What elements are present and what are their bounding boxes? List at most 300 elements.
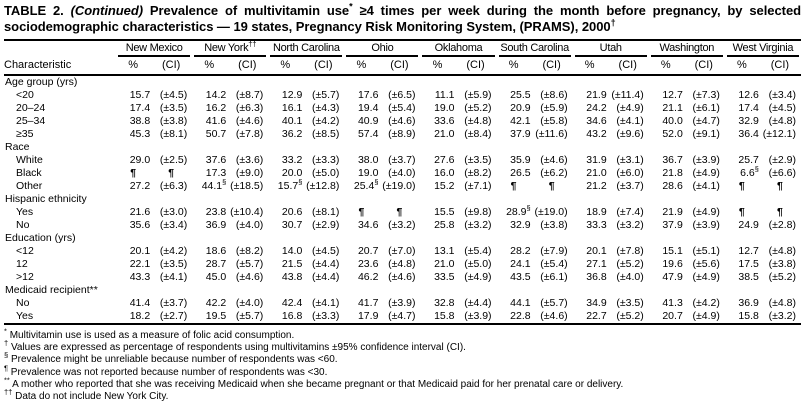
row-label: Other — [16, 179, 43, 192]
cell-ci: (±9.0) — [235, 166, 264, 179]
cell-ci: (±3.3) — [312, 153, 340, 166]
section-label: Age group (yrs) — [5, 75, 78, 88]
footnote — [4, 326, 801, 342]
title-footnote-marker-asterisk: * — [349, 1, 353, 12]
cell-ci: (±3.2) — [616, 218, 644, 231]
state-header-utah — [573, 40, 649, 57]
ci-header: (CI) — [455, 57, 497, 75]
footnote-marker: † — [4, 338, 9, 348]
cell-ci: (±4.9) — [692, 270, 720, 283]
cell-ci: (±4.0) — [235, 296, 264, 309]
cell-ci: (±5.4) — [464, 244, 492, 257]
data-row — [4, 219, 801, 232]
cell-ci: (±4.6) — [235, 114, 264, 127]
row-label: 25–34 — [16, 114, 46, 127]
cell-percent: 36.7 — [662, 153, 683, 166]
cell-ci: (±6.5) — [388, 88, 416, 101]
cell-percent: 36.9 — [738, 296, 759, 309]
section-label: Hispanic ethnicity — [5, 192, 87, 205]
cell-percent: 38.8 — [129, 114, 151, 127]
cell-ci: (±9.6) — [616, 127, 644, 140]
footnote — [4, 350, 801, 366]
cell-ci: (±4.1) — [692, 179, 720, 192]
section-row — [4, 232, 801, 245]
cell-ci: (±3.5) — [159, 101, 188, 114]
cell-ci: (±3.5) — [159, 257, 188, 270]
cell-ci: (±8.5) — [312, 127, 340, 140]
cell-ci: (±5.2) — [464, 101, 492, 114]
percent-header: % — [649, 57, 683, 75]
cell-percent: 21.0 — [586, 166, 607, 179]
cell-ci: (±3.8) — [540, 218, 568, 231]
cell-ci: (±8.7) — [235, 88, 264, 101]
cell-footnote-marker: § — [298, 177, 303, 187]
cell-percent: ¶ — [358, 205, 365, 218]
cell-ci: (±4.3) — [312, 101, 340, 114]
cell-percent: 21.5 — [281, 257, 303, 270]
cell-percent: 37.9 — [510, 127, 531, 140]
cell-ci: (±5.4) — [388, 101, 416, 114]
cell-ci: (±4.6) — [388, 270, 416, 283]
percent-header: % — [725, 57, 759, 75]
data-row — [4, 180, 801, 193]
cell-ci: (±5.9) — [540, 101, 568, 114]
cell-ci: (±7.1) — [464, 179, 492, 192]
state-header-new-mexico — [116, 40, 192, 57]
footnotes — [4, 326, 801, 404]
cell-ci: (±4.9) — [464, 270, 492, 283]
row-label: <12 — [16, 244, 34, 257]
cell-ci: (±4.0) — [616, 270, 644, 283]
cell-percent: 41.6 — [205, 114, 227, 127]
cell-percent: 37.9 — [662, 218, 683, 231]
cell-percent: 20.9 — [510, 101, 531, 114]
cell-percent: 38.0 — [357, 153, 379, 166]
state-name: West Virginia — [727, 42, 799, 57]
cell-percent: 33.6 — [434, 114, 455, 127]
cell-percent: 36.8 — [586, 270, 607, 283]
state-header-ohio — [344, 40, 420, 57]
cell-ci: (±4.9) — [692, 166, 720, 179]
cell-ci: (±6.3) — [159, 179, 188, 192]
cell-percent: 17.9 — [357, 309, 379, 322]
cell-ci: (±18.5) — [230, 179, 264, 192]
cell-ci: (±11.6) — [535, 127, 568, 140]
cell-ci: (±4.0) — [235, 218, 264, 231]
cell-percent: 14.2 — [205, 88, 227, 101]
row-label: Yes — [16, 205, 34, 218]
cell-percent: 43.5 — [510, 270, 531, 283]
state-name: North Carolina — [270, 42, 342, 57]
cell-percent: 41.4 — [129, 296, 151, 309]
cell-footnote-marker: § — [374, 177, 379, 187]
cell-ci: (±3.5) — [464, 153, 492, 166]
cell-percent: 19.6 — [662, 257, 683, 270]
cell-ci: (±19.0) — [534, 205, 568, 218]
cell-percent: 20.1 — [129, 244, 151, 257]
row-label: >12 — [16, 270, 34, 283]
cell-ci: ¶ — [548, 179, 555, 192]
footnote-marker: ¶ — [4, 363, 9, 373]
state-name: Ohio — [346, 42, 418, 57]
cell-percent: 26.5 — [510, 166, 531, 179]
row-label: ≥35 — [16, 127, 34, 140]
cell-percent: 16.0 — [434, 166, 455, 179]
cell-percent: 18.9 — [586, 205, 607, 218]
cell-percent: ¶ — [130, 166, 137, 179]
cell-percent: 28.9§ — [506, 203, 531, 218]
cell-ci: (±4.5) — [159, 88, 188, 101]
cell-ci: (±7.8) — [616, 244, 644, 257]
cell-percent: 15.7 — [129, 88, 151, 101]
data-row — [4, 115, 801, 128]
cell-percent: 21.9 — [586, 88, 607, 101]
state-footnote-marker: †† — [248, 39, 257, 49]
cell-ci: (±9.8) — [464, 205, 492, 218]
cell-ci: (±6.0) — [616, 166, 644, 179]
cell-percent: 15.1 — [662, 244, 683, 257]
cell-ci: (±4.1) — [616, 114, 644, 127]
cell-ci: (±4.9) — [692, 205, 720, 218]
cell-footnote-marker: § — [526, 203, 531, 213]
table-header — [4, 40, 801, 75]
cell-percent: 20.7 — [662, 309, 683, 322]
cell-percent: 16.8 — [281, 309, 303, 322]
cell-ci: (±4.6) — [388, 114, 416, 127]
section-label: Race — [5, 140, 30, 153]
cell-percent: 16.2 — [205, 101, 227, 114]
percent-header: % — [573, 57, 607, 75]
cell-percent: 21.6 — [129, 205, 151, 218]
cell-percent: 37.6 — [205, 153, 227, 166]
cell-ci: (±3.9) — [692, 218, 720, 231]
ci-header: (CI) — [607, 57, 649, 75]
data-row — [4, 128, 801, 141]
cell-percent: 32.9 — [510, 218, 531, 231]
cell-percent: 19.5 — [205, 309, 227, 322]
data-row — [4, 102, 801, 115]
cell-percent: 34.6 — [586, 114, 607, 127]
cell-percent: 17.3 — [205, 166, 227, 179]
cell-percent: 43.3 — [129, 270, 151, 283]
cell-ci: (±8.4) — [464, 127, 492, 140]
footnote-text: Prevalence might be unreliable because number of respondents was <60. — [8, 354, 338, 366]
cell-footnote-marker: § — [222, 177, 227, 187]
cell-ci: (±3.5) — [616, 296, 644, 309]
state-header-new-york — [192, 40, 268, 57]
cell-ci: (±7.4) — [616, 205, 644, 218]
cell-percent: 28.7 — [205, 257, 227, 270]
cell-percent: 32.9 — [738, 114, 759, 127]
cell-ci: (±8.2) — [235, 244, 264, 257]
cell-ci: (±3.0) — [159, 205, 188, 218]
cell-percent: 21.9 — [662, 205, 683, 218]
cell-percent: 20.0 — [281, 166, 303, 179]
data-row — [4, 310, 801, 324]
cell-ci: (±3.6) — [235, 153, 264, 166]
cell-ci: (±5.0) — [464, 257, 492, 270]
state-name: South Carolina — [499, 42, 571, 57]
row-label: Yes — [16, 309, 34, 322]
cell-percent: 33.5 — [434, 270, 455, 283]
percent-header: % — [192, 57, 226, 75]
cell-ci: (±2.7) — [159, 309, 188, 322]
ci-header: (CI) — [378, 57, 420, 75]
cell-percent: 42.1 — [510, 114, 531, 127]
cell-ci: (±4.2) — [692, 296, 720, 309]
cell-percent: 6.6§ — [740, 164, 759, 179]
cell-percent: 20.1 — [586, 244, 607, 257]
row-label: 12 — [16, 257, 28, 270]
cell-percent: 15.5 — [434, 205, 455, 218]
cell-ci: (±4.9) — [692, 309, 720, 322]
cell-percent: 16.1 — [281, 101, 303, 114]
cell-ci: (±10.4) — [230, 205, 264, 218]
cell-percent: ¶ — [738, 179, 745, 192]
cell-percent: ¶ — [738, 205, 745, 218]
section-row — [4, 193, 801, 206]
cell-ci: ¶ — [777, 205, 783, 218]
cell-footnote-marker: § — [754, 164, 759, 174]
cell-percent: 45.0 — [205, 270, 227, 283]
cell-percent: 22.1 — [129, 257, 151, 270]
cell-percent: 27.6 — [434, 153, 455, 166]
cell-ci: (±4.6) — [540, 153, 568, 166]
footnote — [4, 375, 801, 391]
cell-ci: (±4.1) — [312, 296, 340, 309]
cell-ci: (±8.2) — [464, 166, 492, 179]
cell-ci: (±4.4) — [312, 257, 340, 270]
data-row — [4, 89, 801, 102]
footnote-marker: * — [4, 326, 7, 336]
cell-percent: 22.7 — [586, 309, 607, 322]
cell-percent: 29.0 — [129, 153, 151, 166]
cell-ci: (±3.8) — [159, 114, 188, 127]
data-row — [4, 245, 801, 258]
cell-ci: (±12.1) — [762, 127, 796, 140]
cell-ci: (±3.4) — [159, 218, 188, 231]
cell-percent: 24.2 — [586, 101, 607, 114]
cell-ci: ¶ — [777, 179, 783, 192]
cell-ci: (±4.5) — [312, 244, 340, 257]
cell-ci: (±4.4) — [464, 296, 492, 309]
cell-percent: 25.8 — [434, 218, 455, 231]
cell-ci: (±4.8) — [768, 114, 796, 127]
cell-ci: (±4.8) — [388, 257, 416, 270]
cell-percent: 52.0 — [662, 127, 683, 140]
cell-ci: (±5.7) — [540, 296, 568, 309]
percent-header: % — [268, 57, 302, 75]
cell-percent: 18.2 — [129, 309, 151, 322]
data-row — [4, 297, 801, 310]
percent-header: % — [497, 57, 531, 75]
state-name: Utah — [575, 42, 647, 57]
section-row — [4, 284, 801, 297]
cell-ci: (±5.7) — [235, 309, 264, 322]
percent-header: % — [344, 57, 378, 75]
cell-percent: 44.1§ — [201, 177, 227, 192]
cell-ci: (±7.0) — [388, 244, 416, 257]
cell-ci: (±3.9) — [388, 296, 416, 309]
cell-ci: ¶ — [396, 205, 403, 218]
table-number: TABLE 2. — [4, 3, 71, 18]
section-label: Education (yrs) — [5, 231, 76, 244]
cell-percent: 23.6 — [357, 257, 379, 270]
cell-percent: 15.8 — [738, 309, 759, 322]
ci-header: (CI) — [759, 57, 801, 75]
state-header-oklahoma — [420, 40, 496, 57]
cell-ci: (±4.7) — [692, 114, 720, 127]
data-row — [4, 206, 801, 219]
title-text: Prevalence of multivitamin use — [143, 3, 350, 18]
cell-percent: 14.0 — [281, 244, 303, 257]
cell-percent: 18.6 — [205, 244, 227, 257]
cell-ci: (±3.3) — [312, 309, 340, 322]
cell-percent: 38.5 — [738, 270, 759, 283]
cell-percent: 43.2 — [586, 127, 607, 140]
footnote-text: Data do not include New York City. — [12, 391, 169, 403]
cell-percent: 15.2 — [434, 179, 455, 192]
cell-ci: (±4.8) — [464, 114, 492, 127]
cell-percent: 43.8 — [281, 270, 303, 283]
cell-percent: 40.0 — [662, 114, 683, 127]
cell-percent: ¶ — [510, 179, 517, 192]
cell-percent: 35.6 — [129, 218, 151, 231]
row-label: No — [16, 218, 30, 231]
cell-ci: (±3.2) — [464, 218, 492, 231]
cell-ci: (±6.2) — [540, 166, 568, 179]
cell-percent: 36.2 — [281, 127, 303, 140]
cell-percent: 33.2 — [281, 153, 303, 166]
cell-percent: 13.1 — [434, 244, 455, 257]
footnote — [4, 387, 801, 403]
cell-ci: (±6.1) — [540, 270, 568, 283]
footnote-text: Values are expressed as percentage of respondents using multivitamins ±95% confidence interval (CI). — [8, 342, 466, 354]
cell-percent: 27.1 — [586, 257, 607, 270]
ci-header: (CI) — [226, 57, 268, 75]
cell-ci: (±5.2) — [616, 309, 644, 322]
cell-ci: (±4.2) — [312, 114, 340, 127]
cell-percent: 20.7 — [357, 244, 379, 257]
cell-percent: 30.7 — [281, 218, 303, 231]
data-row — [4, 154, 801, 167]
cell-ci: (±4.8) — [768, 244, 796, 257]
cell-ci: (±4.9) — [616, 101, 644, 114]
cell-percent: 40.9 — [357, 114, 379, 127]
cell-ci: (±9.1) — [692, 127, 720, 140]
cell-percent: 21.2 — [586, 179, 607, 192]
cell-ci: (±4.6) — [235, 270, 264, 283]
state-header-row — [4, 40, 801, 57]
cell-ci: (±5.2) — [616, 257, 644, 270]
section-row — [4, 141, 801, 154]
cell-ci: (±7.3) — [692, 88, 720, 101]
cell-percent: 19.4 — [357, 101, 379, 114]
state-header-south-carolina — [497, 40, 573, 57]
title-continued: (Continued) — [70, 3, 144, 18]
footnote-text: Multivitamin use is used as a measure of folic acid consumption. — [6, 329, 295, 341]
section-row — [4, 75, 801, 89]
cell-ci: (±8.6) — [540, 88, 568, 101]
cell-ci: (±8.1) — [159, 127, 188, 140]
cell-ci: ¶ — [168, 166, 175, 179]
row-label: Black — [16, 166, 42, 179]
row-label: <20 — [16, 88, 34, 101]
cell-ci: (±3.4) — [768, 88, 796, 101]
cell-ci: (±19.0) — [382, 179, 416, 192]
cell-ci: (±6.6) — [768, 166, 796, 179]
cell-ci: (±3.8) — [768, 257, 796, 270]
cell-percent: 25.4§ — [353, 177, 379, 192]
data-row — [4, 258, 801, 271]
footnote-text: Prevalence was not reported because number of respondents was <30. — [8, 366, 328, 378]
cell-percent: 15.8 — [434, 309, 455, 322]
cell-ci: (±3.9) — [692, 153, 720, 166]
cell-percent: 20.6 — [281, 205, 303, 218]
cell-ci: (±2.5) — [159, 153, 188, 166]
cell-percent: 34.6 — [357, 218, 379, 231]
cell-ci: (±5.2) — [768, 270, 796, 283]
cell-percent: 17.5 — [738, 257, 759, 270]
cell-percent: 19.0 — [357, 166, 379, 179]
footnote-marker: § — [4, 350, 9, 360]
cell-percent: 28.2 — [510, 244, 531, 257]
cell-ci: (±4.5) — [768, 101, 796, 114]
cell-percent: 21.1 — [662, 101, 683, 114]
cell-ci: (±2.9) — [768, 153, 796, 166]
cell-ci: (±4.1) — [159, 270, 188, 283]
cell-ci: (±7.8) — [235, 127, 264, 140]
cell-ci: (±12.8) — [306, 179, 340, 192]
cell-ci: (±2.8) — [768, 218, 796, 231]
footnote-text: A mother who reported that she was receiving Medicaid when she became pregnant or that Medicaid paid for her prenatal care or delivery. — [9, 378, 624, 390]
cell-ci: (±5.8) — [540, 114, 568, 127]
cell-ci: (±3.7) — [159, 296, 188, 309]
cell-percent: 50.7 — [205, 127, 227, 140]
cell-percent: 36.4 — [738, 127, 759, 140]
cell-percent: 42.4 — [281, 296, 303, 309]
cell-percent: 41.3 — [662, 296, 683, 309]
prevalence-table — [4, 39, 801, 325]
cell-percent: 36.9 — [205, 218, 227, 231]
cell-percent: 44.1 — [510, 296, 531, 309]
cell-ci: (±5.6) — [692, 257, 720, 270]
cell-ci: (±6.1) — [692, 101, 720, 114]
cell-ci: (±5.0) — [312, 166, 340, 179]
title-footnote-marker-dagger: † — [610, 17, 616, 28]
cell-percent: 15.7§ — [277, 177, 303, 192]
cell-ci: (±7.9) — [540, 244, 568, 257]
cell-percent: 21.8 — [662, 166, 683, 179]
cell-percent: 46.2 — [357, 270, 379, 283]
cell-ci: (±5.9) — [464, 88, 492, 101]
cell-percent: 57.4 — [357, 127, 379, 140]
cell-percent: 40.1 — [281, 114, 303, 127]
state-header-west-virginia — [725, 40, 801, 57]
cell-ci: (±6.3) — [235, 101, 264, 114]
cell-percent: 17.4 — [129, 101, 151, 114]
state-name: New York†† — [194, 42, 266, 57]
cell-ci: (±11.4) — [611, 88, 644, 101]
cell-percent: 34.9 — [586, 296, 607, 309]
cell-ci: (±8.9) — [388, 127, 416, 140]
cell-percent: 25.5 — [510, 88, 531, 101]
cell-percent: 41.7 — [357, 296, 379, 309]
cell-ci: (±3.1) — [616, 153, 644, 166]
state-header-washington — [649, 40, 725, 57]
cell-ci: (±8.1) — [312, 205, 340, 218]
cell-percent: 23.8 — [205, 205, 227, 218]
